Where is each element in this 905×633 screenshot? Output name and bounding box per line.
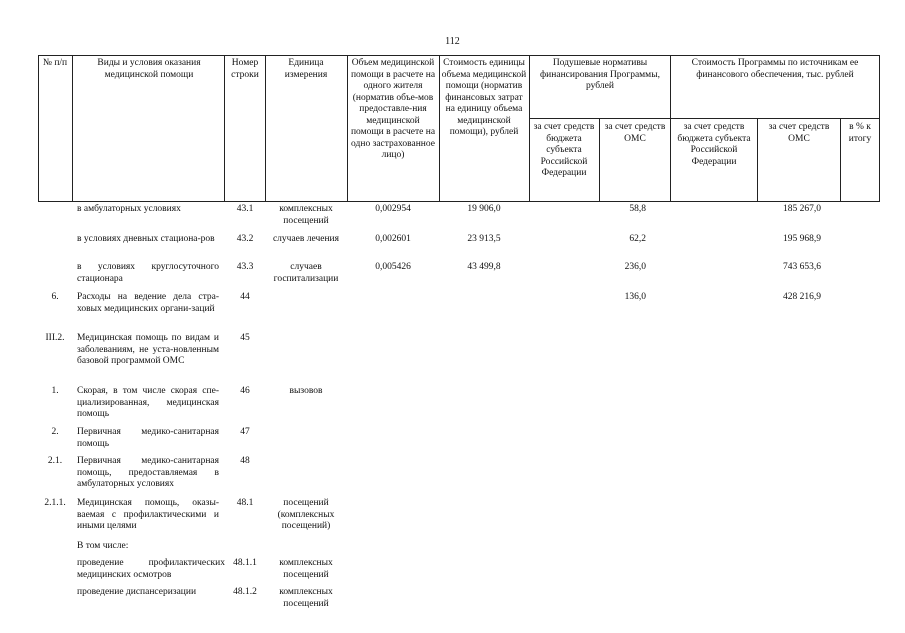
cell-no: 6. xyxy=(51,292,59,302)
cell-unit: комплексных посещений xyxy=(279,587,333,609)
cell-name: Расходы на ведение дела стра-ховых медицинских органи-заций xyxy=(77,292,219,314)
cell-line: 48 xyxy=(240,456,250,466)
cell-name: Первичная медико-санитарная помощь, предоставляемая в амбулаторных условиях xyxy=(77,456,219,489)
cell-no: 2.1. xyxy=(47,456,63,466)
header-col-line: Номер строки xyxy=(231,58,259,80)
header-col-total-oms: за счет средств ОМС xyxy=(768,122,830,144)
col-divider xyxy=(347,55,348,201)
cell-name: в условиях круглосуточного стационара xyxy=(77,262,219,284)
cell-line: 44 xyxy=(240,292,250,302)
cell-name: проведение профилактических медицинских осмотров xyxy=(77,558,225,580)
header-col-types: Виды и условия оказания медицинской помощи xyxy=(97,58,201,80)
col-divider xyxy=(840,118,841,201)
col-divider xyxy=(879,55,880,201)
cell-unit: комплексных посещений xyxy=(279,558,333,580)
header-col-no: № п/п xyxy=(42,58,68,68)
page-number: 112 xyxy=(445,36,460,47)
cell-name: Скорая, в том числе скорая спе-циализированная, медицинская помощь xyxy=(77,386,219,419)
cell-name: Медицинская помощь по видам и заболеваниям, не уста-новленным базовой программой ОМС xyxy=(77,333,219,366)
header-col-cost: Стоимость единицы объема медицинской помощи (норматив финансовых затрат на единицу объема медицинской помощи), рублей xyxy=(441,58,527,137)
cell-line: 48.1.2 xyxy=(233,587,257,597)
col-divider xyxy=(439,55,440,201)
cell-percap-oms: 62,2 xyxy=(629,234,646,244)
col-divider xyxy=(38,55,39,201)
cell-unit: случаев госпитализации xyxy=(273,262,339,284)
header-col-unit: Единица измерения xyxy=(284,58,328,80)
cell-line: 48.1.1 xyxy=(233,558,257,568)
header-top-border xyxy=(38,55,880,56)
col-divider xyxy=(224,55,225,201)
cell-total-oms: 743 653,6 xyxy=(783,262,821,272)
cell-total-oms: 195 968,9 xyxy=(783,234,821,244)
cell-no: 2. xyxy=(51,427,59,437)
cell-line: 46 xyxy=(240,386,250,396)
col-divider xyxy=(757,118,758,201)
cell-name: проведение диспансеризации xyxy=(77,587,197,597)
cell-unit: вызовов xyxy=(289,386,323,396)
cell-unit: комплексных посещений xyxy=(279,204,333,226)
header-col-total-budget: за счет средств бюджета субъекта Российской Федерации xyxy=(677,122,751,167)
cell-unit: посещений (комплексных посещений) xyxy=(277,498,335,531)
col-divider xyxy=(72,55,73,201)
header-col-percap: Подушевые нормативы финансирования Программы, рублей xyxy=(540,58,660,91)
header-sub-border xyxy=(529,118,880,119)
cell-volume: 0,002601 xyxy=(375,234,411,244)
cell-line: 48.1 xyxy=(236,498,254,508)
cell-line: 47 xyxy=(240,427,250,437)
cell-no: 2.1.1. xyxy=(44,498,66,508)
cell-name: в условиях дневных стациона-ров xyxy=(77,234,215,244)
cell-name: Медицинская помощь, оказы-ваемая с профилактическими и иными целями xyxy=(77,498,219,531)
cell-line: 45 xyxy=(240,333,250,343)
cell-no: 1. xyxy=(51,386,59,396)
cell-name: Первичная медико-санитарная помощь xyxy=(77,427,219,449)
cell-name: В том числе: xyxy=(77,541,129,551)
cell-line: 43.1 xyxy=(236,204,254,214)
header-col-total: Стоимость Программы по источникам ее финансового обеспечения, тыс. рублей xyxy=(691,58,859,80)
cell-percap-oms: 136,0 xyxy=(624,292,646,302)
cell-cost: 23 913,5 xyxy=(467,234,501,244)
cell-no: III.2. xyxy=(45,333,65,343)
cell-name: в амбулаторных условиях xyxy=(77,204,181,214)
header-col-total-pct: в % к итогу xyxy=(848,122,872,144)
cell-volume: 0,005426 xyxy=(375,262,411,272)
col-divider xyxy=(265,55,266,201)
cell-total-oms: 428 216,9 xyxy=(783,292,821,302)
header-col-percap-budget: за счет средств бюджета субъекта Российской Федерации xyxy=(533,122,595,178)
header-col-volume: Объем медицинской помощи в расчете на одного жителя (норматив объе-мов предоставле-ния медицинской помощи в расчете на одно застрахованное лицо) xyxy=(350,58,436,160)
cell-line: 43.3 xyxy=(236,262,254,272)
col-divider xyxy=(599,118,600,201)
cell-unit: случаев лечения xyxy=(272,234,340,244)
col-divider xyxy=(529,55,530,201)
cell-percap-oms: 236,0 xyxy=(624,262,646,272)
header-col-percap-oms: за счет средств ОМС xyxy=(604,122,666,144)
header-bottom-border xyxy=(38,201,880,202)
col-divider xyxy=(670,55,671,201)
cell-line: 43.2 xyxy=(236,234,254,244)
cell-percap-oms: 58,8 xyxy=(629,204,646,214)
cell-total-oms: 185 267,0 xyxy=(783,204,821,214)
cell-cost: 19 906,0 xyxy=(467,204,501,214)
cell-cost: 43 499,8 xyxy=(467,262,501,272)
cell-volume: 0,002954 xyxy=(375,204,411,214)
